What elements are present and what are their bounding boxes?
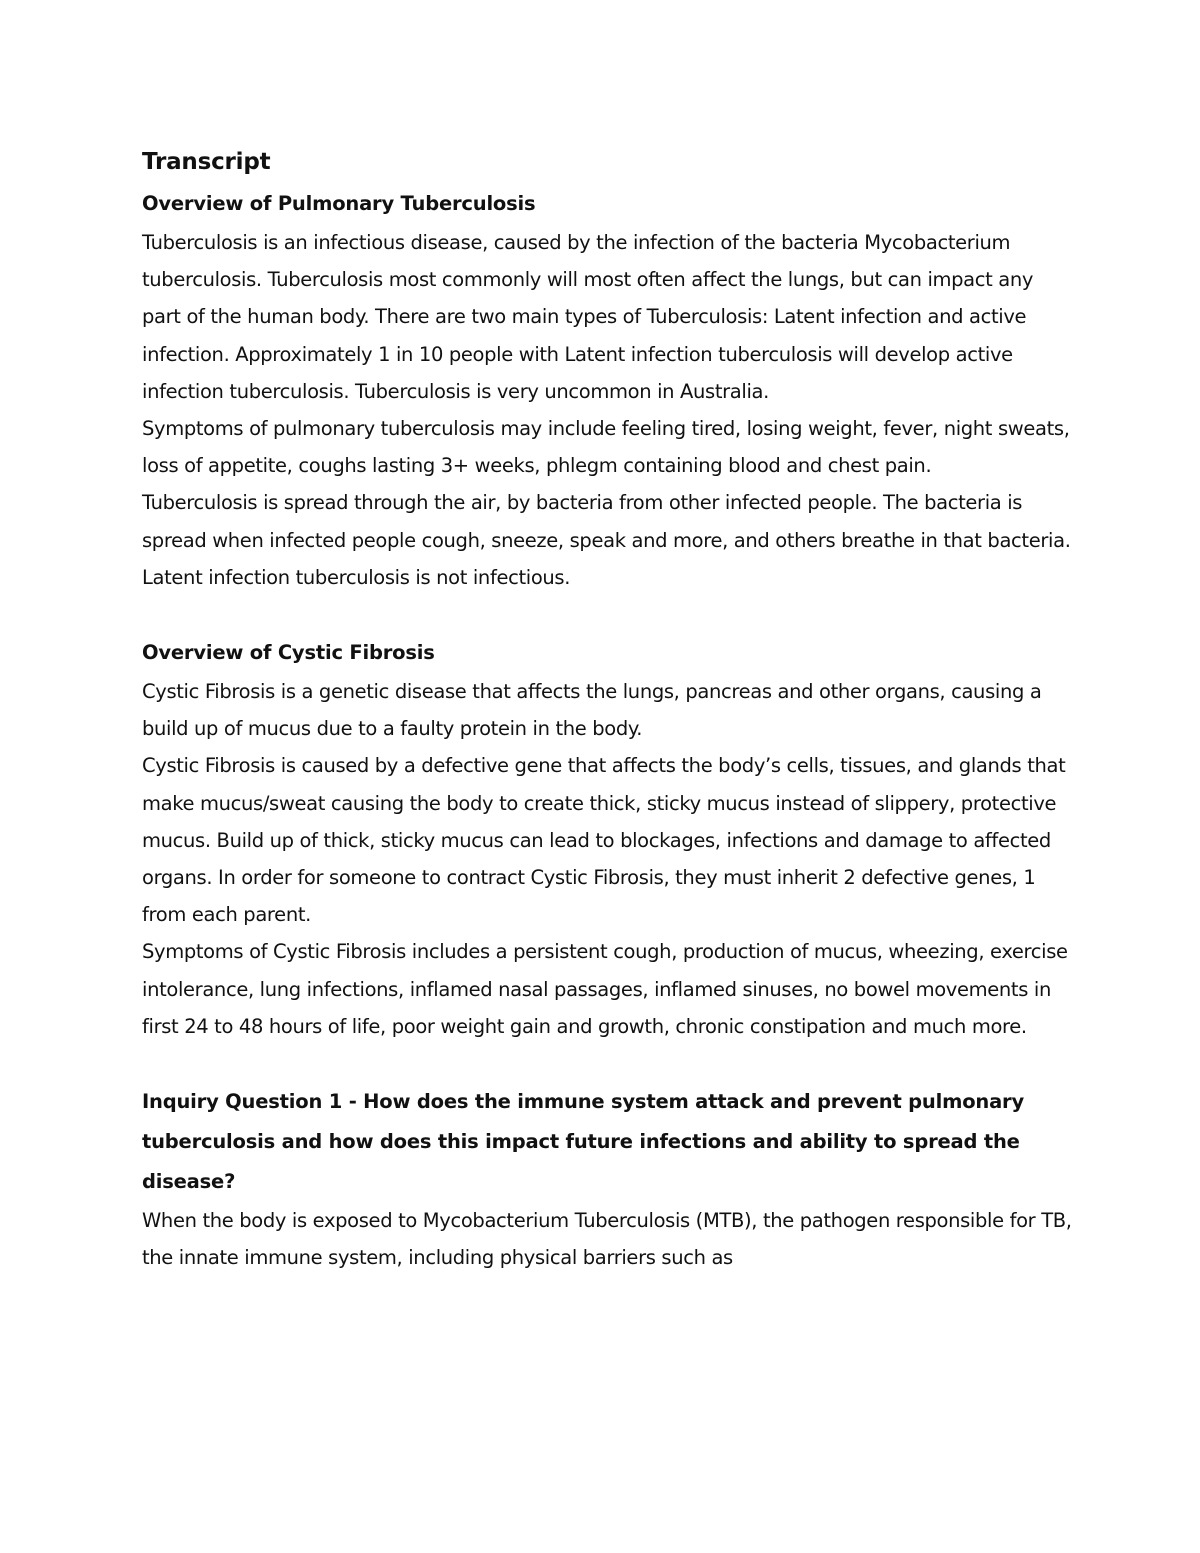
document-page (142, 140, 1072, 1276)
paragraph: When the body is exposed to Mycobacterium Tuberculosis (MTB), the pathogen responsible for TB, the innate immune system, including physical barriers such as (142, 1209, 1072, 1270)
blank-line (142, 1045, 1072, 1082)
paragraph: Symptoms of pulmonary tuberculosis may include feeling tired, losing weight, fever, night sweats, loss of appetite, coughs lasting 3+ weeks, phlegm containing blood and chest pain. (142, 417, 1070, 478)
paragraph: Cystic Fibrosis is caused by a defective gene that affects the body’s cells, tissues, and glands that make mucus/sweat causing the body to create thick, sticky mucus instead of slippery, protective mucus. Build up of thick, sticky mucus can lead to blockages, infections and damage to affected organs. In order for someone to contract Cystic Fibrosis, they must inherit 2 defective genes, 1 from each parent. (142, 754, 1066, 927)
paragraph: Tuberculosis is an infectious disease, caused by the infection of the bacteria Mycobacterium tuberculosis. Tuberculosis most commonly will most often affect the lungs, but can impact any part of the human body. There are two main types of Tuberculosis: Latent infection and active infection. Approximately 1 in 10 people with Latent infection tuberculosis will develop active infection tuberculosis. Tuberculosis is very uncommon in Australia. (142, 231, 1034, 403)
paragraph: Cystic Fibrosis is a genetic disease that affects the lungs, pancreas and other organs, causing a build up of mucus due to a faulty protein in the body. (142, 680, 1042, 741)
section-heading: Overview of Pulmonary Tuberculosis (142, 192, 536, 215)
section-inquiry-question-1 (142, 1082, 1072, 1276)
section-cystic-fibrosis (142, 633, 1072, 1045)
section-heading: Overview of Cystic Fibrosis (142, 641, 435, 665)
blank-line (142, 596, 1072, 633)
document-title: Transcript (142, 149, 271, 175)
section-tuberculosis (142, 184, 1072, 596)
paragraph: Tuberculosis is spread through the air, by bacteria from other infected people. The bacteria is spread when infected people cough, sneeze, speak and more, and others breathe in that bacteria. Latent infection tuberculosis is not infectious. (142, 491, 1071, 589)
paragraph: Symptoms of Cystic Fibrosis includes a persistent cough, production of mucus, wheezing, exercise intolerance, lung infections, inflamed nasal passages, inflamed sinuses, no bowel movements in first 24 to 48 hours of life, poor weight gain and growth, chronic constipation and much more. (142, 940, 1068, 1038)
inquiry-question-heading: Inquiry Question 1 - How does the immune system attack and prevent pulmonary tuberculosis and how does this impact future infections and ability to spread the disease? (142, 1090, 1024, 1194)
